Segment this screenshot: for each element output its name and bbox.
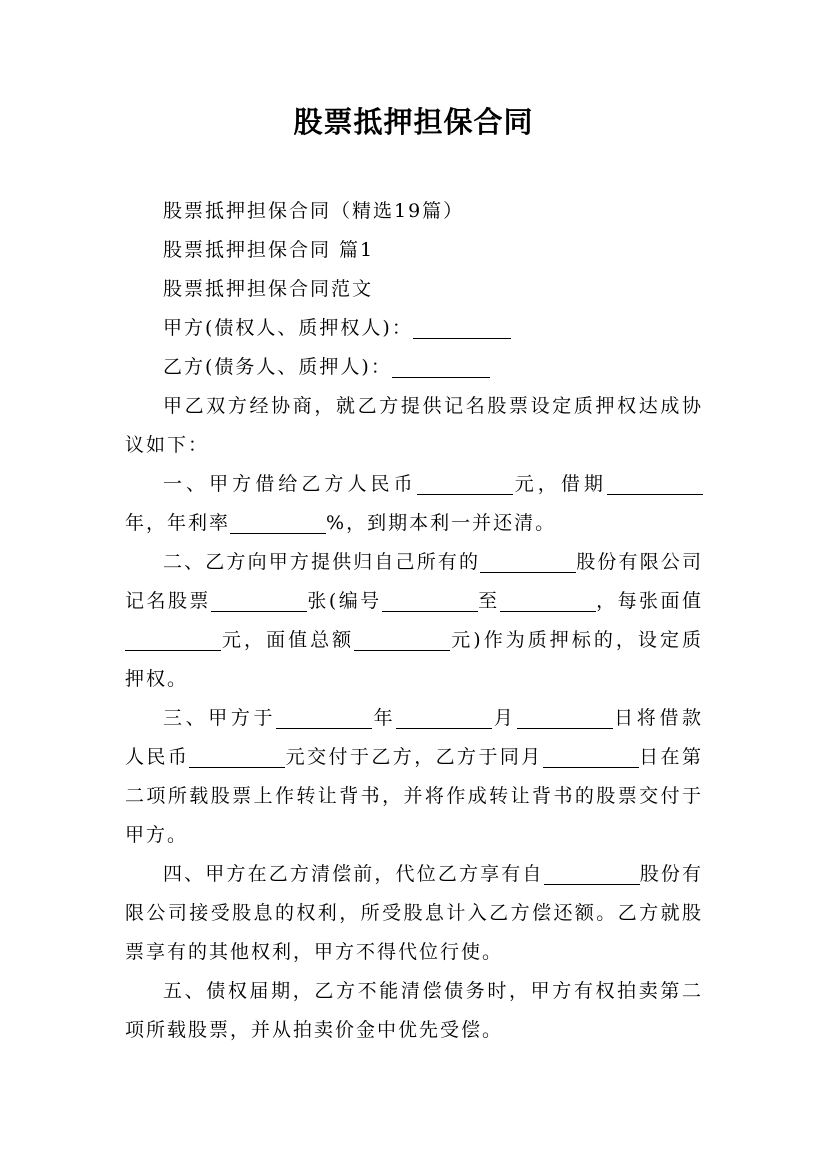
clause-3-text: 三、甲方于 xyxy=(163,707,277,729)
blank-field xyxy=(480,551,576,573)
clause-2 xyxy=(125,543,703,699)
blank-field xyxy=(392,356,490,378)
clause-3-text: 月 xyxy=(492,707,517,729)
blank-field xyxy=(125,629,221,651)
blank-field xyxy=(354,629,450,651)
clause-2-text: 元，面值总额 xyxy=(221,629,355,651)
blank-field xyxy=(607,473,703,495)
clause-3-text: 日在第二项所载股票上作转让背书，并将作成转让背书的股票交付于甲方。 xyxy=(125,746,703,846)
clause-2-text: 股份有限公司记名股票 xyxy=(125,551,703,612)
party-b-line xyxy=(125,348,703,387)
subtitle: 股票抵押担保合同（精选19篇） xyxy=(163,200,465,222)
blank-field xyxy=(417,473,513,495)
clause-2-text: 元)作为质押标的，设定质押权。 xyxy=(125,629,703,690)
party-a-label: 甲方(债权人、质押权人)： xyxy=(163,317,413,339)
blank-field xyxy=(517,707,613,729)
clause-2-text: 至 xyxy=(477,590,500,612)
blank-field xyxy=(276,707,372,729)
blank-field xyxy=(189,746,285,768)
clause-4-text: 股份有限公司接受股息的权利，所受股息计入乙方偿还额。乙方就股票享有的其他权利，甲方不得代位行使。 xyxy=(125,863,703,963)
clause-4 xyxy=(125,855,703,972)
sample-heading: 股票抵押担保合同范文 xyxy=(163,278,374,300)
document-title: 股票抵押担保合同 xyxy=(293,105,534,139)
clause-1-text: 一、甲方借给乙方人民币 xyxy=(163,473,417,495)
blank-field xyxy=(382,590,478,612)
party-b-label: 乙方(债务人、质押人)： xyxy=(163,356,392,378)
clause-1-text: 元，借期 xyxy=(512,473,607,495)
blank-field xyxy=(544,863,640,885)
clause-3-text: 元交付于乙方，乙方于同月 xyxy=(285,746,543,768)
clause-2-text: 张(编号 xyxy=(306,590,382,612)
clause-3 xyxy=(125,699,703,855)
intro-paragraph: 甲乙双方经协商，就乙方提供记名股票设定质押权达成协议如下： xyxy=(125,395,703,456)
blank-field xyxy=(211,590,307,612)
clause-1 xyxy=(125,465,703,543)
blank-field xyxy=(230,512,326,534)
party-a-line xyxy=(125,309,703,348)
blank-field xyxy=(396,707,492,729)
clause-2-text: 二、乙方向甲方提供归自己所有的 xyxy=(163,551,481,573)
blank-field xyxy=(543,746,639,768)
document-body xyxy=(125,192,703,1050)
blank-field xyxy=(500,590,596,612)
part-heading: 股票抵押担保合同 篇1 xyxy=(163,239,375,261)
clause-2-text: ，每张面值 xyxy=(595,590,703,612)
clause-1-text: %，到期本利一并还清。 xyxy=(326,512,557,534)
clause-1-text: 年，年利率 xyxy=(125,512,231,534)
clause-3-text: 日将借款人民币 xyxy=(125,707,703,768)
clause-5: 五、债权届期，乙方不能清偿债务时，甲方有权拍卖第二项所载股票，并从拍卖价金中优先受偿。 xyxy=(125,980,703,1041)
blank-field xyxy=(413,317,511,339)
clause-4-text: 四、甲方在乙方清偿前，代位乙方享有自 xyxy=(163,863,544,885)
clause-3-text: 年 xyxy=(372,707,397,729)
